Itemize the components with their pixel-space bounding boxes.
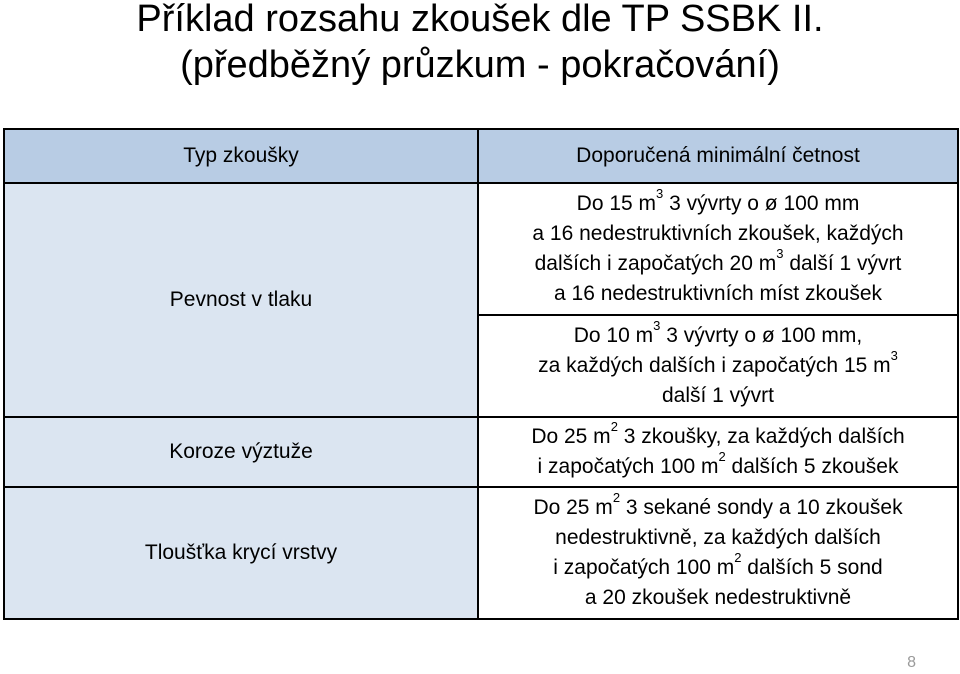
frequency-line <box>479 318 957 351</box>
frequency-text: i započatých 100 m <box>537 455 719 478</box>
frequency-text: dalších i započatých 20 m <box>534 252 777 275</box>
frequency-text: Do 15 m <box>576 192 657 215</box>
row-frequency-compressive-strength-b <box>478 315 958 417</box>
frequency-line <box>479 279 957 309</box>
frequency-line <box>479 449 957 482</box>
frequency-line <box>479 348 957 381</box>
frequency-text: 3 zkoušky, za každých dalších <box>617 425 905 448</box>
row-frequency-cover-thickness <box>478 487 958 619</box>
unit-exponent: 3 <box>656 186 664 201</box>
frequency-text: dalších 5 zkoušek <box>725 455 899 478</box>
frequency-text: Do 25 m <box>531 425 611 448</box>
table-row <box>4 183 958 315</box>
frequency-line <box>479 246 957 279</box>
row-frequency-rebar-corrosion <box>478 417 958 487</box>
frequency-text: další 1 vývrt <box>661 384 775 407</box>
frequency-text: a 20 zkoušek nedestruktivně <box>584 586 852 609</box>
page-number: 8 <box>907 654 916 671</box>
row-label-compressive-strength: Pevnost v tlaku <box>4 183 478 417</box>
unit-exponent: 2 <box>734 550 742 565</box>
unit-exponent: 2 <box>612 490 621 505</box>
slide-title <box>60 0 900 88</box>
unit-exponent: 2 <box>610 419 618 434</box>
frequency-text: Do 25 m <box>533 496 613 519</box>
unit-exponent: 2 <box>718 449 726 464</box>
frequency-text: Do 10 m <box>573 324 654 347</box>
row-frequency-compressive-strength-a <box>478 183 958 315</box>
frequency-line <box>479 583 957 613</box>
test-frequency-table <box>3 128 959 620</box>
unit-exponent: 3 <box>890 348 898 363</box>
frequency-line <box>479 523 957 553</box>
table-row <box>4 487 958 619</box>
frequency-text: dalších 5 sond <box>741 556 883 579</box>
row-label-cover-thickness: Tloušťka krycí vrstvy <box>4 487 478 619</box>
header-min-frequency: Doporučená minimální četnost <box>478 129 958 183</box>
frequency-text: a 16 nedestruktivních zkoušek, každých <box>532 222 904 245</box>
title-line-2: (předběžný průzkum - pokračování) <box>180 44 780 86</box>
frequency-line <box>479 381 957 411</box>
frequency-text: 3 vývrty o ø 100 mm <box>663 192 860 215</box>
table-header-row <box>4 129 958 183</box>
frequency-line <box>479 419 957 452</box>
frequency-text: 3 vývrty o ø 100 mm, <box>660 324 863 347</box>
frequency-text: nedestruktivně, za každých dalších <box>555 526 881 549</box>
frequency-line <box>479 550 957 583</box>
unit-exponent: 3 <box>653 318 661 333</box>
frequency-text: 3 sekané sondy a 10 zkoušek <box>620 496 903 519</box>
frequency-text: a 16 nedestruktivních míst zkoušek <box>554 282 882 305</box>
table-row <box>4 417 958 487</box>
frequency-text: i započatých 100 m <box>553 556 735 579</box>
frequency-line <box>479 490 957 523</box>
frequency-text: za každých dalších i započatých 15 m <box>538 354 891 377</box>
frequency-line <box>479 186 957 219</box>
header-test-type: Typ zkoušky <box>4 129 478 183</box>
frequency-text: další 1 vývrt <box>783 252 902 275</box>
unit-exponent: 3 <box>776 246 784 261</box>
row-label-rebar-corrosion: Koroze výztuže <box>4 417 478 487</box>
title-line-1: Příklad rozsahu zkoušek dle TP SSBK II. <box>136 0 824 40</box>
frequency-line <box>479 219 957 249</box>
